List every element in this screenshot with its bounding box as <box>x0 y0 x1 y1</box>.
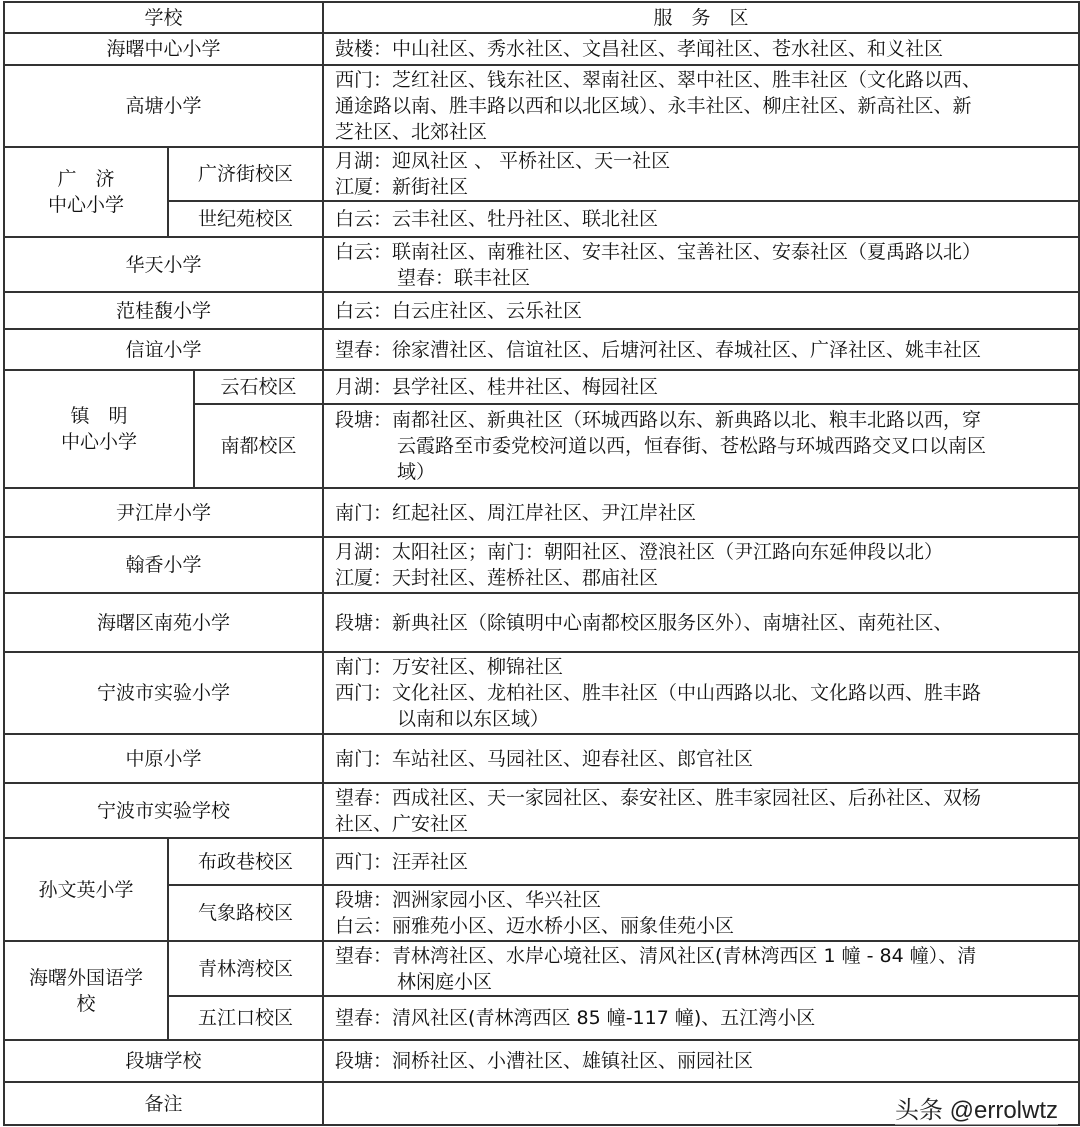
school-name: 中原小学 <box>4 734 323 783</box>
service-area <box>323 404 1079 488</box>
school-name <box>4 370 194 488</box>
service-area <box>323 201 1079 237</box>
campus-name: 广济街校区 <box>168 147 323 201</box>
service-area <box>323 292 1079 329</box>
service-line: 芝社区、北郊社区 <box>335 121 488 143</box>
campus-name: 气象路校区 <box>168 885 323 941</box>
table-row <box>4 734 1079 783</box>
service-line: 社区、广安社区 <box>335 812 469 835</box>
service-line: 西门：汪弄社区 <box>335 850 469 873</box>
school-name: 信谊小学 <box>4 329 323 370</box>
service-line: 月湖：迎凤社区 、 平桥社区、天一社区 <box>335 150 671 172</box>
service-area <box>323 1040 1079 1082</box>
table-row <box>4 652 1079 734</box>
table-row <box>4 33 1079 65</box>
service-line: 林闲庭小区 <box>397 970 493 993</box>
service-area <box>323 652 1079 734</box>
header-school: 学校 <box>4 2 323 33</box>
table-row <box>4 1040 1079 1082</box>
school-name-line: 广 济 <box>57 168 115 190</box>
school-name: 宁波市实验学校 <box>4 783 323 838</box>
table-row <box>4 941 1079 996</box>
service-line: 望春：联丰社区 <box>397 266 531 289</box>
service-line: 段塘：新典社区（除镇明中心南都校区服务区外）、南塘社区、南苑社区、 <box>335 611 953 634</box>
service-line: 南门：车站社区、马园社区、迎春社区、郎官社区 <box>335 747 754 770</box>
service-area <box>323 838 1079 885</box>
campus-name: 世纪苑校区 <box>168 201 323 237</box>
school-name: 高塘小学 <box>4 65 323 147</box>
campus-name: 布政巷校区 <box>168 838 323 885</box>
service-line: 白云：丽雅苑小区、迈水桥小区、丽象佳苑小区 <box>335 915 735 937</box>
school-name-line: 海曙外国语学 <box>28 966 143 989</box>
table-row <box>4 488 1079 537</box>
service-line: 通途路以南、胜丰路以西和以北区域）、永丰社区、柳庄社区、新高社区、新 <box>335 95 972 117</box>
service-area <box>323 33 1079 65</box>
school-name: 孙文英小学 <box>4 838 168 941</box>
service-area <box>323 734 1079 783</box>
school-name-line: 镇 明 <box>70 405 128 427</box>
campus-name: 五江口校区 <box>168 996 323 1040</box>
remarks-label: 备注 <box>4 1082 323 1125</box>
service-area <box>323 885 1079 941</box>
service-area <box>323 147 1079 201</box>
service-line: 月湖：县学社区、桂井社区、梅园社区 <box>335 376 659 398</box>
school-name <box>4 147 168 237</box>
table-row <box>4 329 1079 370</box>
service-line: 段塘：南都社区、新典社区（环城西路以东、新典路以北、粮丰北路以西，穿 <box>335 409 982 431</box>
service-area <box>323 65 1079 147</box>
service-line: 西门：文化社区、龙柏社区、胜丰社区（中山西路以北、文化路以西、胜丰路 <box>335 682 982 704</box>
service-line: 望春：徐家漕社区、信谊社区、后塘河社区、春城社区、广泽社区、姚丰社区 <box>335 338 982 361</box>
table-row <box>4 537 1079 593</box>
service-line: 江厦：天封社区、莲桥社区、郡庙社区 <box>335 567 659 589</box>
school-name: 尹江岸小学 <box>4 488 323 537</box>
service-area <box>323 941 1079 996</box>
service-area <box>323 370 1079 404</box>
school-name: 海曙区南苑小学 <box>4 593 323 652</box>
campus-name: 云石校区 <box>194 370 323 404</box>
table-row <box>4 838 1079 885</box>
service-area <box>323 488 1079 537</box>
school-district-table <box>3 1 1080 1126</box>
campus-name: 青林湾校区 <box>168 941 323 996</box>
service-area <box>323 537 1079 593</box>
service-line: 月湖：太阳社区；南门：朝阳社区、澄浪社区（尹江路向东延伸段以北） <box>335 541 944 563</box>
service-line: 段塘：泗洲家园小区、华兴社区 <box>335 889 602 911</box>
service-line: 段塘：洞桥社区、小漕社区、雄镇社区、丽园社区 <box>335 1050 754 1072</box>
school-name: 段塘学校 <box>4 1040 323 1082</box>
header-service: 服 务 区 <box>323 2 1079 33</box>
service-line: 鼓楼：中山社区、秀水社区、文昌社区、孝闻社区、苍水社区、和义社区 <box>335 38 944 60</box>
service-line: 西门：芝红社区、钱东社区、翠南社区、翠中社区、胜丰社区（文化路以西、 <box>335 69 982 91</box>
service-line: 白云：云丰社区、牡丹社区、联北社区 <box>335 208 659 230</box>
school-name: 翰香小学 <box>4 537 323 593</box>
service-area <box>323 237 1079 292</box>
service-line: 白云：白云庄社区、云乐社区 <box>335 299 583 322</box>
service-area <box>323 783 1079 838</box>
table-row <box>4 783 1079 838</box>
service-line: 白云：联南社区、南雅社区、安丰社区、宝善社区、安泰社区（夏禹路以北） <box>335 240 982 263</box>
table-row <box>4 292 1079 329</box>
header-row <box>4 2 1079 33</box>
school-name: 宁波市实验小学 <box>4 652 323 734</box>
service-line: 江厦：新街社区 <box>335 176 469 198</box>
service-line: 以南和以东区域） <box>397 708 550 730</box>
table-row <box>4 65 1079 147</box>
service-line: 南门：红起社区、周江岸社区、尹江岸社区 <box>335 501 697 524</box>
school-name: 范桂馥小学 <box>4 292 323 329</box>
service-area <box>323 593 1079 652</box>
school-name-line: 校 <box>76 992 96 1015</box>
service-line: 域） <box>397 461 436 483</box>
service-area <box>323 996 1079 1040</box>
service-line: 望春：西成社区、天一家园社区、泰安社区、胜丰家园社区、后孙社区、双杨 <box>335 786 982 809</box>
table-row <box>4 237 1079 292</box>
table-row <box>4 370 1079 404</box>
service-line: 望春：清风社区(青林湾西区 85 幢-117 幢)、五江湾小区 <box>335 1007 816 1029</box>
school-name: 海曙中心小学 <box>4 33 323 65</box>
table-row <box>4 593 1079 652</box>
service-line: 望春：青林湾社区、水岸心境社区、清风社区(青林湾西区 1 幢 - 84 幢）、清 <box>335 944 977 967</box>
school-name-line: 中心小学 <box>60 431 137 453</box>
school-name-line: 中心小学 <box>47 194 124 216</box>
service-line: 云霞路至市委党校河道以西，恒春街、苍松路与环城西路交叉口以南区 <box>397 435 987 457</box>
campus-name: 南都校区 <box>194 404 323 488</box>
service-area <box>323 329 1079 370</box>
school-name <box>4 941 168 1040</box>
service-line: 南门：万安社区、柳锦社区 <box>335 656 564 678</box>
watermark: 头条 @errolwtz <box>895 1090 1058 1125</box>
table-row <box>4 147 1079 201</box>
school-name: 华天小学 <box>4 237 323 292</box>
